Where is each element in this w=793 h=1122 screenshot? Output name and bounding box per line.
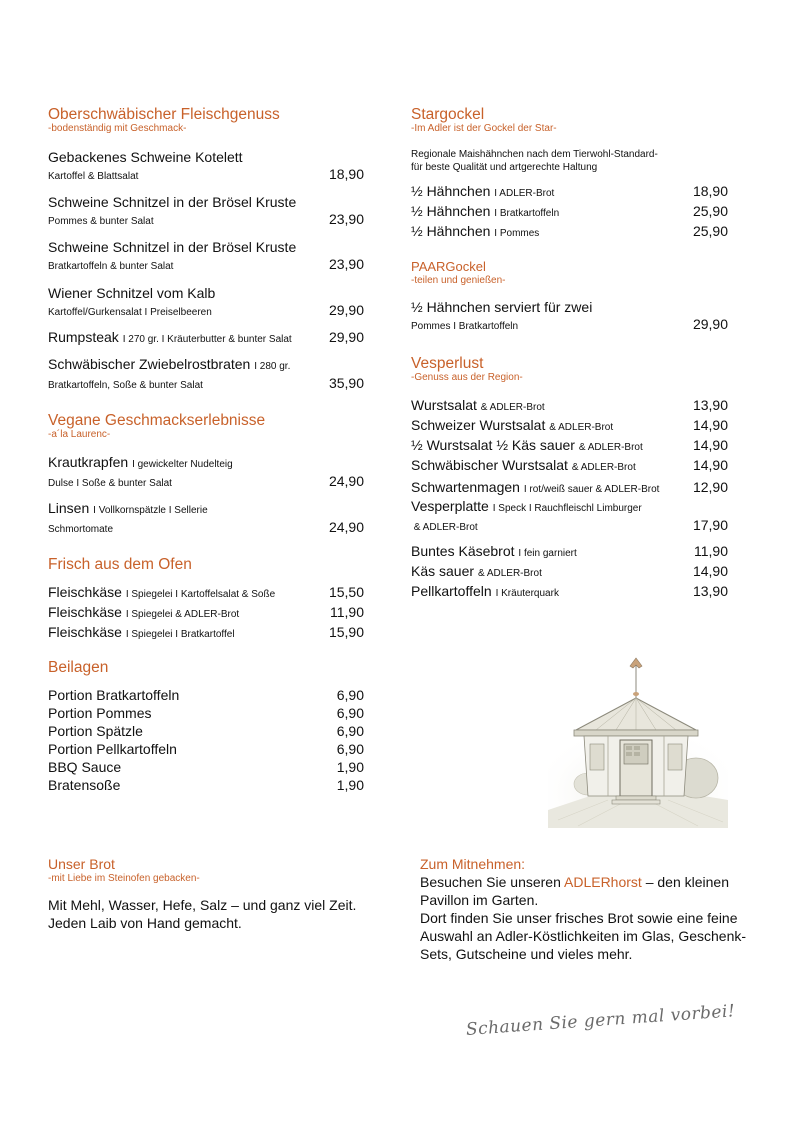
item-name: Linsen [48,500,90,516]
menu-item [411,397,728,416]
paragraph-line: Jeden Laib von Hand gemacht. [48,915,242,931]
paragraph-text: – den kleinen [641,874,729,890]
item-price: 14,90 [692,437,728,453]
section-subtitle: -teilen und genießen- [411,275,506,286]
menu-item [48,285,364,319]
item-name: Wiener Schnitzel vom Kalb [48,285,216,301]
item-price: 29,90 [328,302,364,318]
menu-item [48,194,364,228]
item-detail: I Pommes [494,228,540,239]
section-title: Unser Brot [48,856,115,872]
item-detail: I gewickelter Nudelteig [132,459,233,470]
item-desc: Dulse I Soße & bunter Salat [48,478,172,489]
menu-item [411,583,728,602]
menu-item [411,203,728,222]
item-name: Rumpsteak [48,329,119,345]
item-detail: & ADLER-Brot [480,402,545,413]
item-price: 17,90 [692,517,728,533]
menu-item [48,723,364,740]
item-detail: & ADLER-Brot [549,422,614,433]
menu-item [48,454,364,490]
section-title: Vesperlust [411,355,484,372]
item-desc: Kartoffel & Blattsalat [48,171,139,182]
item-price: 29,90 [692,316,728,332]
item-price: 14,90 [692,563,728,579]
menu-item [48,356,364,392]
item-name: Portion Pellkartoffeln [48,741,177,757]
menu-item [48,741,364,758]
item-price: 23,90 [328,211,364,227]
stargockel-note [411,148,728,174]
menu-list [48,687,364,794]
item-desc: Bratkartoffeln, Soße & bunter Salat [48,380,203,391]
item-name: Gebackenes Schweine Kotelett [48,149,243,165]
pavilion-illustration [548,650,728,828]
item-detail: I Speck I Rauchfleischl Limburger [492,503,642,514]
menu-item [411,437,728,456]
item-price: 12,90 [692,479,728,495]
section-subtitle: -Genuss aus der Region- [411,372,523,383]
item-price: 14,90 [692,417,728,433]
menu-item [411,498,728,534]
menu-item [48,687,364,704]
item-price: 6,90 [336,741,364,757]
item-detail: I 280 gr. [254,361,291,372]
item-price: 25,90 [692,223,728,239]
section-subtitle: -bodenständig mit Geschmack- [48,123,187,134]
pavilion-drawing [548,650,728,828]
menu-item [48,500,364,536]
item-price: 14,90 [692,457,728,473]
item-detail: I Spiegelei I Kartoffelsalat & Soße [125,589,276,600]
item-price: 6,90 [336,687,364,703]
item-detail: I fein garniert [518,548,577,559]
item-name: Fleischkäse [48,584,122,600]
section-mitnehmen [420,856,747,963]
section-beilagen [48,659,364,676]
item-detail: I Spiegelei I Bratkartoffel [125,629,235,640]
section-title: Zum Mitnehmen: [420,856,526,872]
menu-item [48,777,364,794]
menu-item [48,149,364,183]
menu-list [411,397,728,476]
item-price: 24,90 [328,473,364,489]
section-paargockel [411,258,728,287]
item-name: Portion Pommes [48,705,152,721]
section-title: Vegane Geschmackserlebnisse [48,412,266,429]
section-brot [48,856,364,885]
item-name: ½ Hähnchen [411,203,491,219]
menu-item [411,479,728,498]
item-price: 15,90 [328,624,364,640]
section-title: Beilagen [48,659,109,676]
item-name: Fleischkäse [48,624,122,640]
menu-list [411,183,728,242]
section-subtitle: -Im Adler ist der Gockel der Star- [411,123,557,134]
menu-item [411,543,728,562]
item-price: 24,90 [328,519,364,535]
item-price: 11,90 [694,543,728,559]
item-price: 15,50 [328,584,364,600]
section-vegan [48,412,364,441]
section-title: Stargockel [411,106,485,123]
item-name: Vesperplatte [411,498,489,514]
script-tagline: Schauen Sie gern mal vorbei! [465,1001,736,1040]
item-detail: I Vollkornspätzle I Sellerie [93,505,208,516]
paragraph-line: Sets, Gutscheine und vieles mehr. [420,946,633,962]
section-vesperlust [411,355,728,384]
adlerhorst-highlight: ADLERhorst [564,874,642,890]
menu-item [48,329,364,348]
item-desc: & ADLER-Brot [411,522,478,533]
item-name: ½ Wurstsalat ½ Käs sauer [411,437,575,453]
item-name: Portion Spätzle [48,723,143,739]
item-price: 23,90 [328,256,364,272]
paragraph-text: Besuchen Sie unseren [420,874,564,890]
section-title: Frisch aus dem Ofen [48,556,192,573]
menu-item [411,299,728,333]
item-detail: I Bratkartoffeln [494,208,560,219]
item-price: 29,90 [328,329,364,345]
item-name: ½ Hähnchen [411,223,491,239]
item-desc: Pommes & bunter Salat [48,216,154,227]
item-price: 18,90 [328,166,364,182]
item-name: Schwäbischer Zwiebelrostbraten [48,356,251,372]
item-name: Schwartenmagen [411,479,520,495]
brot-text [48,896,364,932]
item-name: Schweine Schnitzel in der Brösel Kruste [48,194,297,210]
paragraph-line [420,873,740,891]
menu-item [411,183,728,202]
item-price: 13,90 [692,583,728,599]
item-detail: I 270 gr. I Kräuterbutter & bunter Salat [122,334,292,345]
item-name: Fleischkäse [48,604,122,620]
note-line: Regionale Maishähnchen nach dem Tierwohl-Standard- [411,149,658,160]
paragraph-line: Mit Mehl, Wasser, Hefe, Salz – und ganz viel Zeit. [48,897,357,913]
item-name: ½ Hähnchen serviert für zwei [411,299,593,315]
menu-item [48,604,364,623]
item-desc: Schmortomate [48,524,114,535]
section-subtitle: -a´la Laurenc- [48,429,111,440]
menu-item [411,223,728,242]
paragraph-line: Auswahl an Adler-Köstlichkeiten im Glas, Geschenk- [420,928,747,944]
item-detail: & ADLER-Brot [578,442,643,453]
menu-item [48,239,364,273]
item-detail: & ADLER-Brot [571,462,636,473]
menu-item [411,563,728,582]
item-price: 35,90 [328,375,364,391]
note-line: für beste Qualität und artgerechte Haltung [411,162,598,173]
menu-item [48,584,364,603]
item-name: Pellkartoffeln [411,583,492,599]
item-name: Käs sauer [411,563,475,579]
section-stargockel [411,106,728,135]
item-detail: I ADLER-Brot [494,188,555,199]
item-detail: I Spiegelei & ADLER-Brot [125,609,240,620]
item-desc: Pommes I Bratkartoffeln [411,321,519,332]
paragraph-line: Pavillon im Garten. [420,892,539,908]
item-name: ½ Hähnchen [411,183,491,199]
menu-item [48,705,364,722]
item-price: 1,90 [336,759,364,775]
item-price: 13,90 [692,397,728,413]
section-ofen [48,556,364,573]
item-desc: Bratkartoffeln & bunter Salat [48,261,174,272]
item-price: 25,90 [692,203,728,219]
item-name: Schweizer Wurstsalat [411,417,546,433]
item-price: 1,90 [336,777,364,793]
item-detail: I rot/weiß sauer & ADLER-Brot [523,484,660,495]
item-price: 11,90 [330,604,364,620]
item-name: Krautkrapfen [48,454,129,470]
item-name: Schweine Schnitzel in der Brösel Kruste [48,239,297,255]
item-name: Wurstsalat [411,397,477,413]
menu-item [411,457,728,476]
section-title: Oberschwäbischer Fleischgenuss [48,106,280,123]
item-name: Portion Bratkartoffeln [48,687,180,703]
menu-list [411,543,728,602]
paragraph-line: Dort finden Sie unser frisches Brot sowie eine feine [420,910,738,926]
item-desc: Kartoffel/Gurkensalat I Preiselbeeren [48,307,212,318]
menu-item [48,759,364,776]
section-fleischgenuss [48,106,364,135]
item-name: Bratensoße [48,777,121,793]
menu-item [48,624,364,643]
section-subtitle: -mit Liebe im Steinofen gebacken- [48,873,200,884]
item-detail: I Kräuterquark [495,588,559,599]
item-name: Schwäbischer Wurstsalat [411,457,568,473]
menu-list [48,584,364,643]
item-price: 6,90 [336,723,364,739]
item-price: 6,90 [336,705,364,721]
item-detail: & ADLER-Brot [477,568,542,579]
item-name: BBQ Sauce [48,759,122,775]
item-name: Buntes Käsebrot [411,543,515,559]
menu-item [411,417,728,436]
item-price: 18,90 [692,183,728,199]
section-title: PAARGockel [411,259,486,274]
